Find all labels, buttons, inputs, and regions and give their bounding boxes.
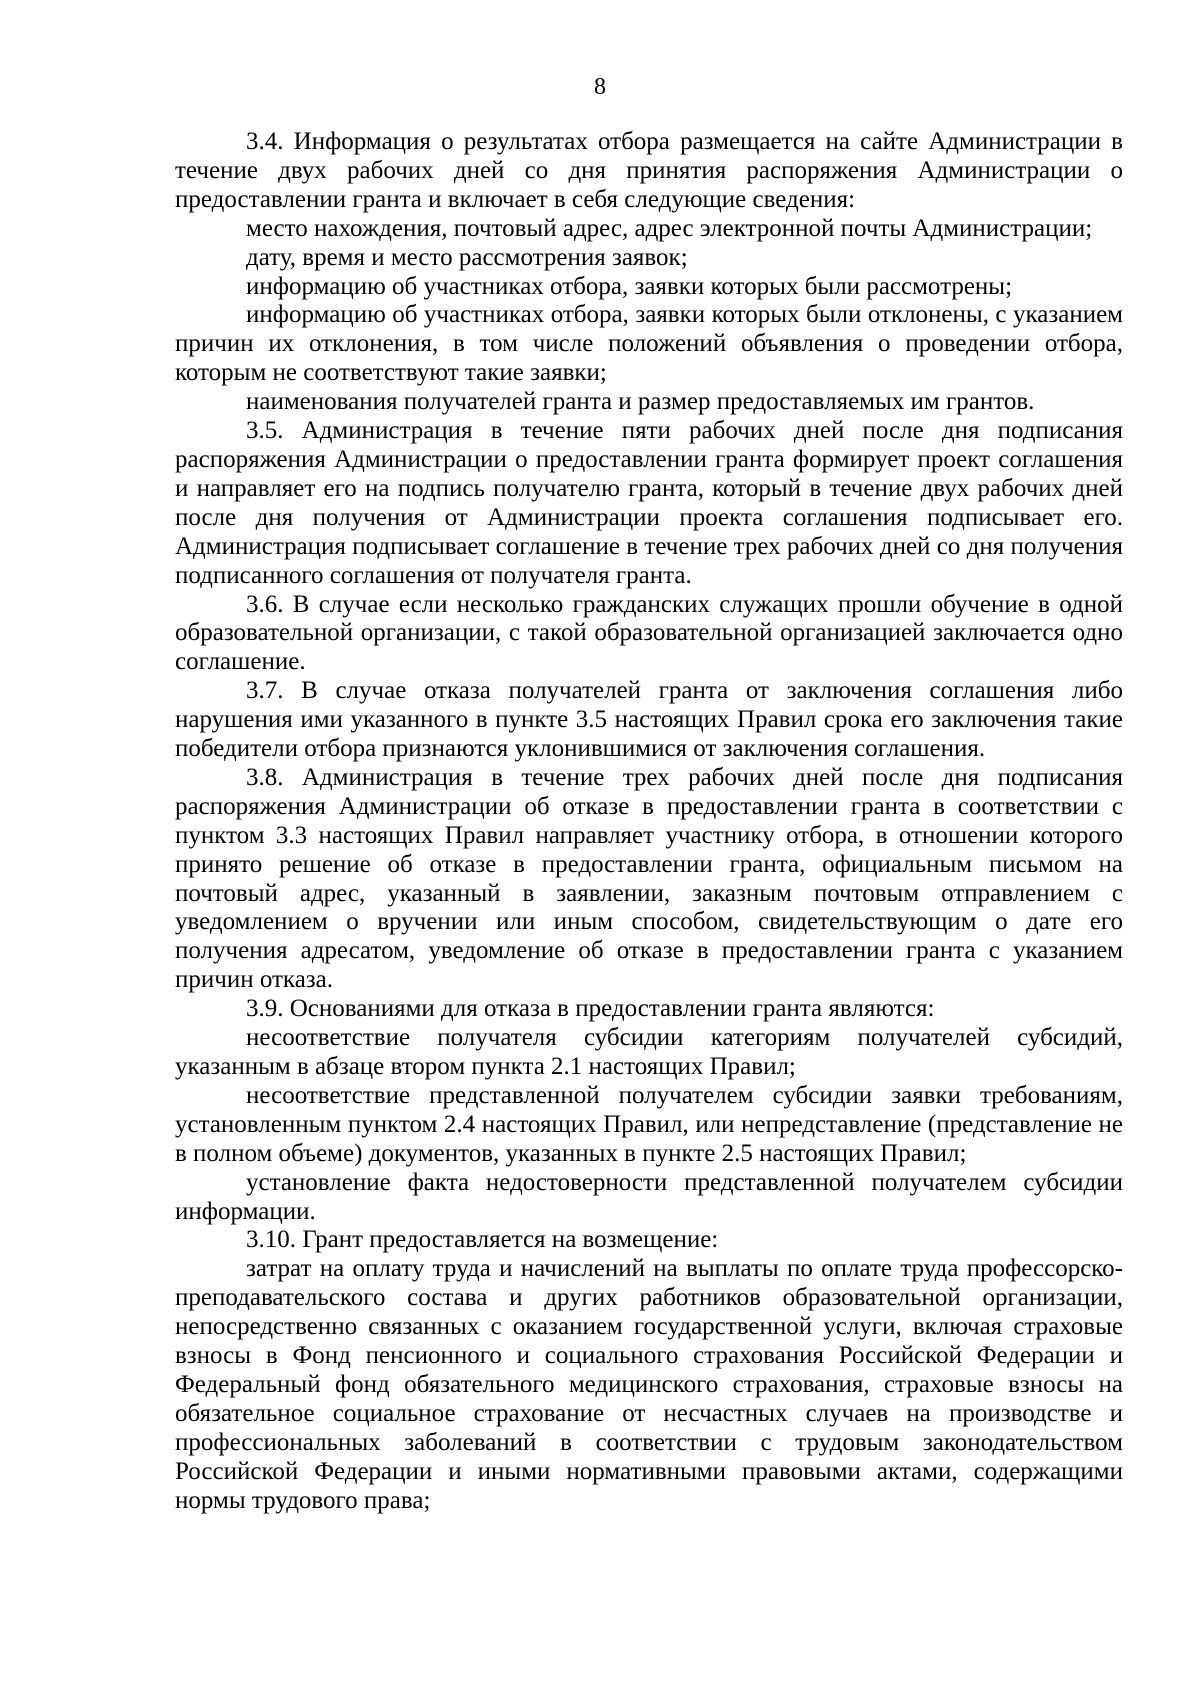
paragraph-location-item: место нахождения, почтовый адрес, адрес электронной почты Администрации; <box>246 214 1093 242</box>
paragraph-recipients-item: наименования получателей гранта и размер предоставляемых им грантов. <box>246 388 1035 416</box>
paragraph-3-10: 3.10. Грант предоставляется на возмещение: <box>246 1226 719 1254</box>
paragraph-rejected-item: информацию об участниках отбора, заявки которых были отклонены, с указанием причин их отклонения, в том числе положений объявления о проведении отбора, которым не соответствуют такие заявки; <box>175 301 1123 387</box>
paragraph-3-9: 3.9. Основаниями для отказа в предоставлении гранта являются: <box>246 995 935 1023</box>
paragraph-considered-item: информацию об участниках отбора, заявки которых были рассмотрены; <box>246 272 1013 300</box>
paragraph-costs-item: затрат на оплату труда и начислений на выплаты по оплате труда профессорско-преподавательского состава и других работников образовательной организации, непосредственно связанных с оказанием государственной услуги, включая страховые взносы в Фонд пенсионного и социального страхования Российской Федерации и Федеральный фонд обязательного медицинского страхования, страховые взносы на обязательное социальное страхование от несчастных случаев на производстве и профессиональных заболеваний в соответствии с трудовым законодательством Российской Федерации и иными нормативными правовыми актами, содержащими нормы трудового права; <box>175 1255 1123 1514</box>
page-number: 8 <box>594 74 606 100</box>
paragraph-date-item: дату, время и место рассмотрения заявок; <box>246 243 688 271</box>
paragraph-unreliable-item: установление факта недостоверности представленной получателем субсидии информации. <box>175 1168 1123 1225</box>
paragraph-3-7: 3.7. В случае отказа получателей гранта от заключения соглашения либо нарушения ими указанного в пункте 3.5 настоящих Правил срока его заключения такие победители отбора признаются уклонившимися от заключения соглашения. <box>175 677 1123 763</box>
paragraph-3-4: 3.4. Информация о результатах отбора размещается на сайте Администрации в течение двух рабочих дней со дня принятия распоряжения Администрации о предоставлении гранта и включает в себя следующие сведения: <box>175 128 1123 213</box>
paragraph-3-5: 3.5. Администрация в течение пяти рабочих дней после дня подписания распоряжения Администрации о предоставлении гранта формирует проект соглашения и направляет его на подпись получателю гранта, который в течение двух рабочих дней после дня получения от Администрации проекта соглашения подписывает его. Администрация подписывает соглашение в течение трех рабочих дней со дня получения подписанного соглашения от получателя гранта. <box>175 417 1123 589</box>
paragraph-3-8: 3.8. Администрация в течение трех рабочих дней после дня подписания распоряжения Администрации об отказе в предоставлении гранта в соответствии с пунктом 3.3 настоящих Правил направляет участнику отбора, в отношении которого принято решение об отказе в предоставлении гранта, официальным письмом на почтовый адрес, указанный в заявлении, заказным почтовым отправлением с уведомлением о вручении или иным способом, свидетельствующим о дате его получения адресатом, уведомление об отказе в предоставлении гранта с указанием причин отказа. <box>175 763 1123 994</box>
paragraph-requirements-item: несоответствие представленной получателем субсидии заявки требованиям, установленным пунктом 2.4 настоящих Правил, или непредставление (представление не в полном объеме) документов, указанных в пункте 2.5 настоящих Правил; <box>175 1081 1123 1167</box>
paragraph-3-6: 3.6. В случае если несколько гражданских служащих прошли обучение в одной образовательной организации, с такой образовательной организацией заключается одно соглашение. <box>175 590 1123 676</box>
document-body <box>175 128 1123 1516</box>
paragraph-category-item: несоответствие получателя субсидии категориям получателей субсидий, указанным в абзаце втором пункта 2.1 настоящих Правил; <box>175 1024 1123 1080</box>
